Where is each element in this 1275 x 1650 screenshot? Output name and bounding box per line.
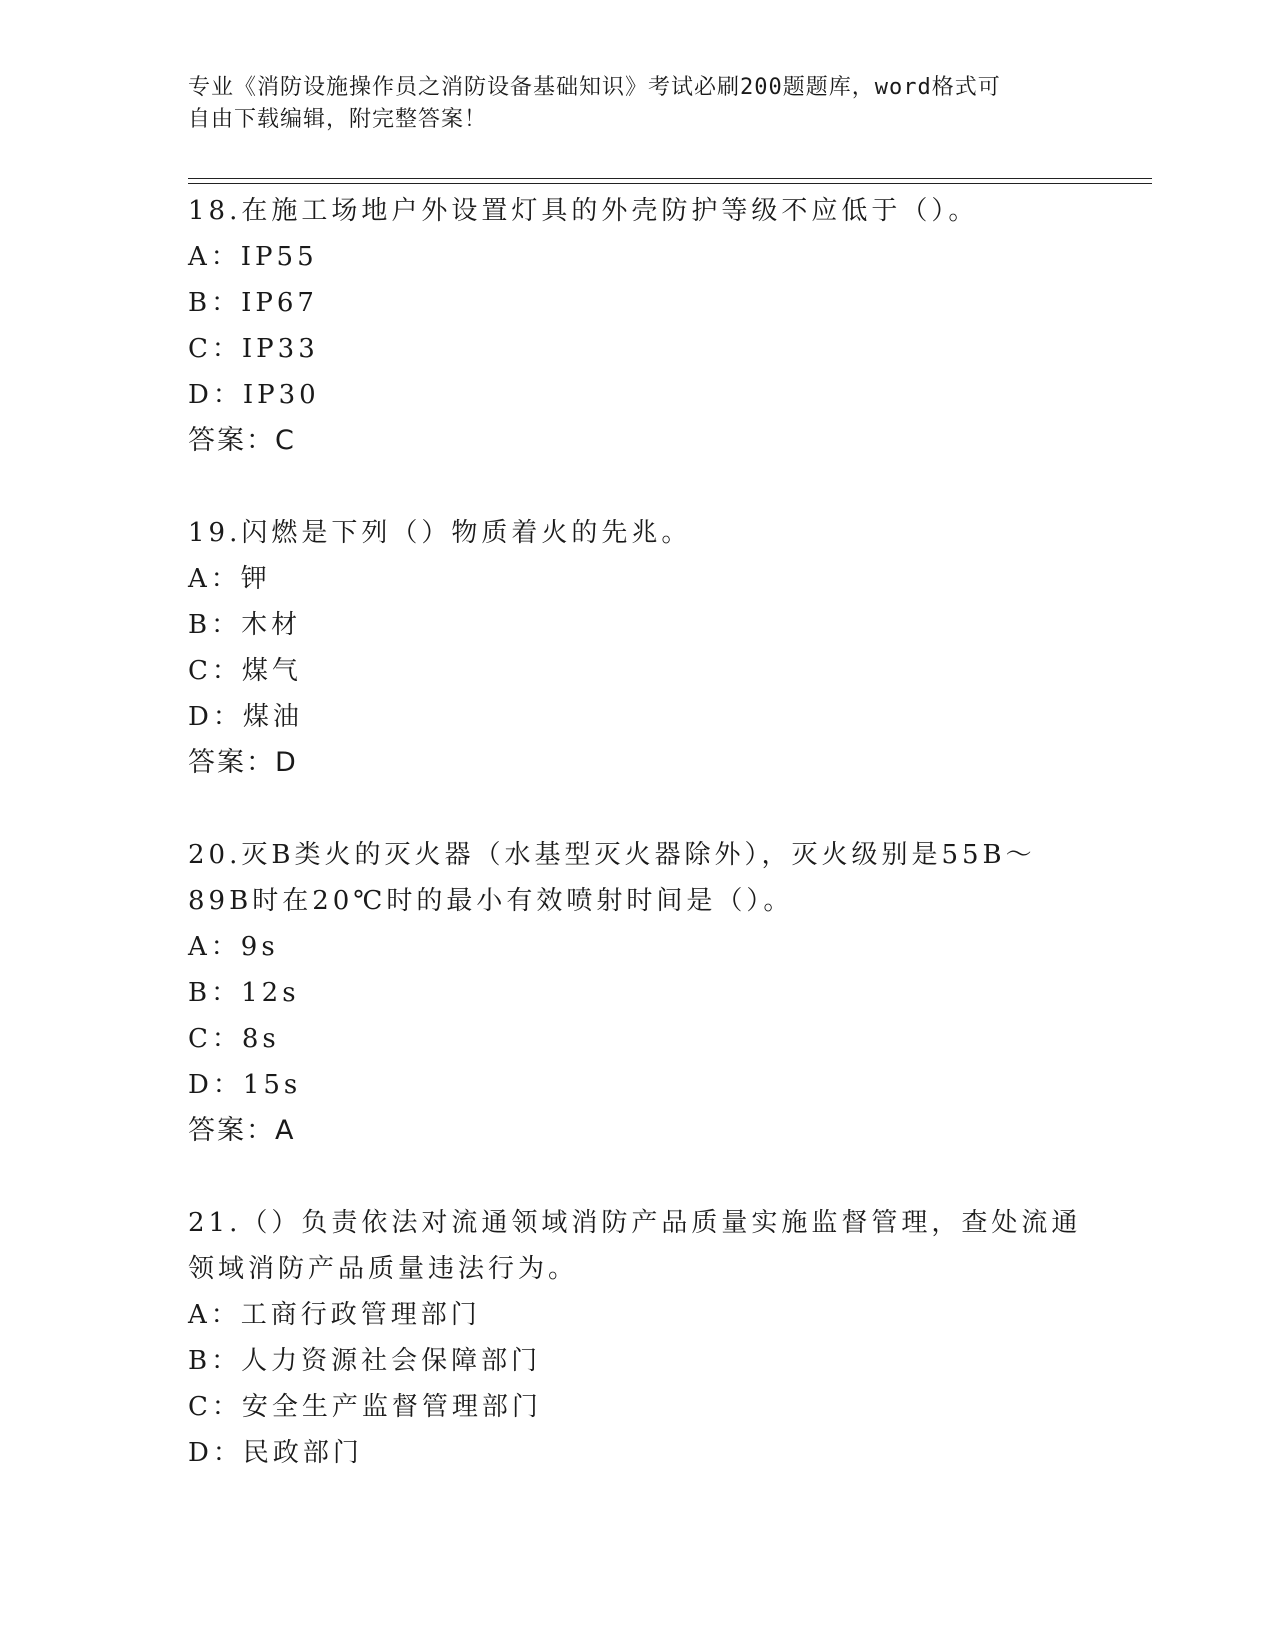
question-19 <box>188 510 1088 786</box>
header-line-2: 自由下载编辑，附完整答案！ <box>188 107 488 132</box>
option-d: D：民政部门 <box>188 1438 363 1468</box>
question-18 <box>188 188 1088 464</box>
document-header <box>188 72 1068 136</box>
header-divider-bottom <box>188 183 1152 184</box>
question-stem: 18.在施工场地户外设置灯具的外壳防护等级不应低于（）。 <box>188 196 979 226</box>
option-a: A：IP55 <box>188 242 318 272</box>
option-c: C：煤气 <box>188 656 302 686</box>
option-a: A：9s <box>188 932 279 962</box>
answer: 答案：C <box>188 425 296 456</box>
question-stem: 19.闪燃是下列（）物质着火的先兆。 <box>188 518 692 548</box>
option-b: B：IP67 <box>188 288 318 318</box>
option-b: B：12s <box>188 978 300 1008</box>
option-d: D：IP30 <box>188 380 320 410</box>
question-stem: 21.（）负责依法对流通领域消防产品质量实施监督管理，查处流通领域消防产品质量违法行为。 <box>188 1208 1082 1284</box>
question-list <box>188 188 1088 1522</box>
option-c: C：8s <box>188 1024 280 1054</box>
option-d: D：15s <box>188 1070 302 1100</box>
answer: 答案：D <box>188 747 298 778</box>
header-divider-top <box>188 178 1152 179</box>
question-stem: 20.灭B类火的灭火器（水基型灭火器除外），灭火级别是55B～89B时在20℃时的最小有效喷射时间是（）。 <box>188 840 1036 916</box>
option-a: A：钾 <box>188 564 271 594</box>
option-c: C：IP33 <box>188 334 319 364</box>
answer: 答案：A <box>188 1115 296 1146</box>
option-a: A：工商行政管理部门 <box>188 1300 481 1330</box>
header-line-1: 专业《消防设施操作员之消防设备基础知识》考试必刷200题题库，word格式可 <box>188 75 1001 100</box>
option-b: B：木材 <box>188 610 302 640</box>
option-b: B：人力资源社会保障部门 <box>188 1346 542 1376</box>
question-20 <box>188 832 1088 1154</box>
option-c: C：安全生产监督管理部门 <box>188 1392 542 1422</box>
question-21 <box>188 1200 1088 1476</box>
option-d: D：煤油 <box>188 702 303 732</box>
